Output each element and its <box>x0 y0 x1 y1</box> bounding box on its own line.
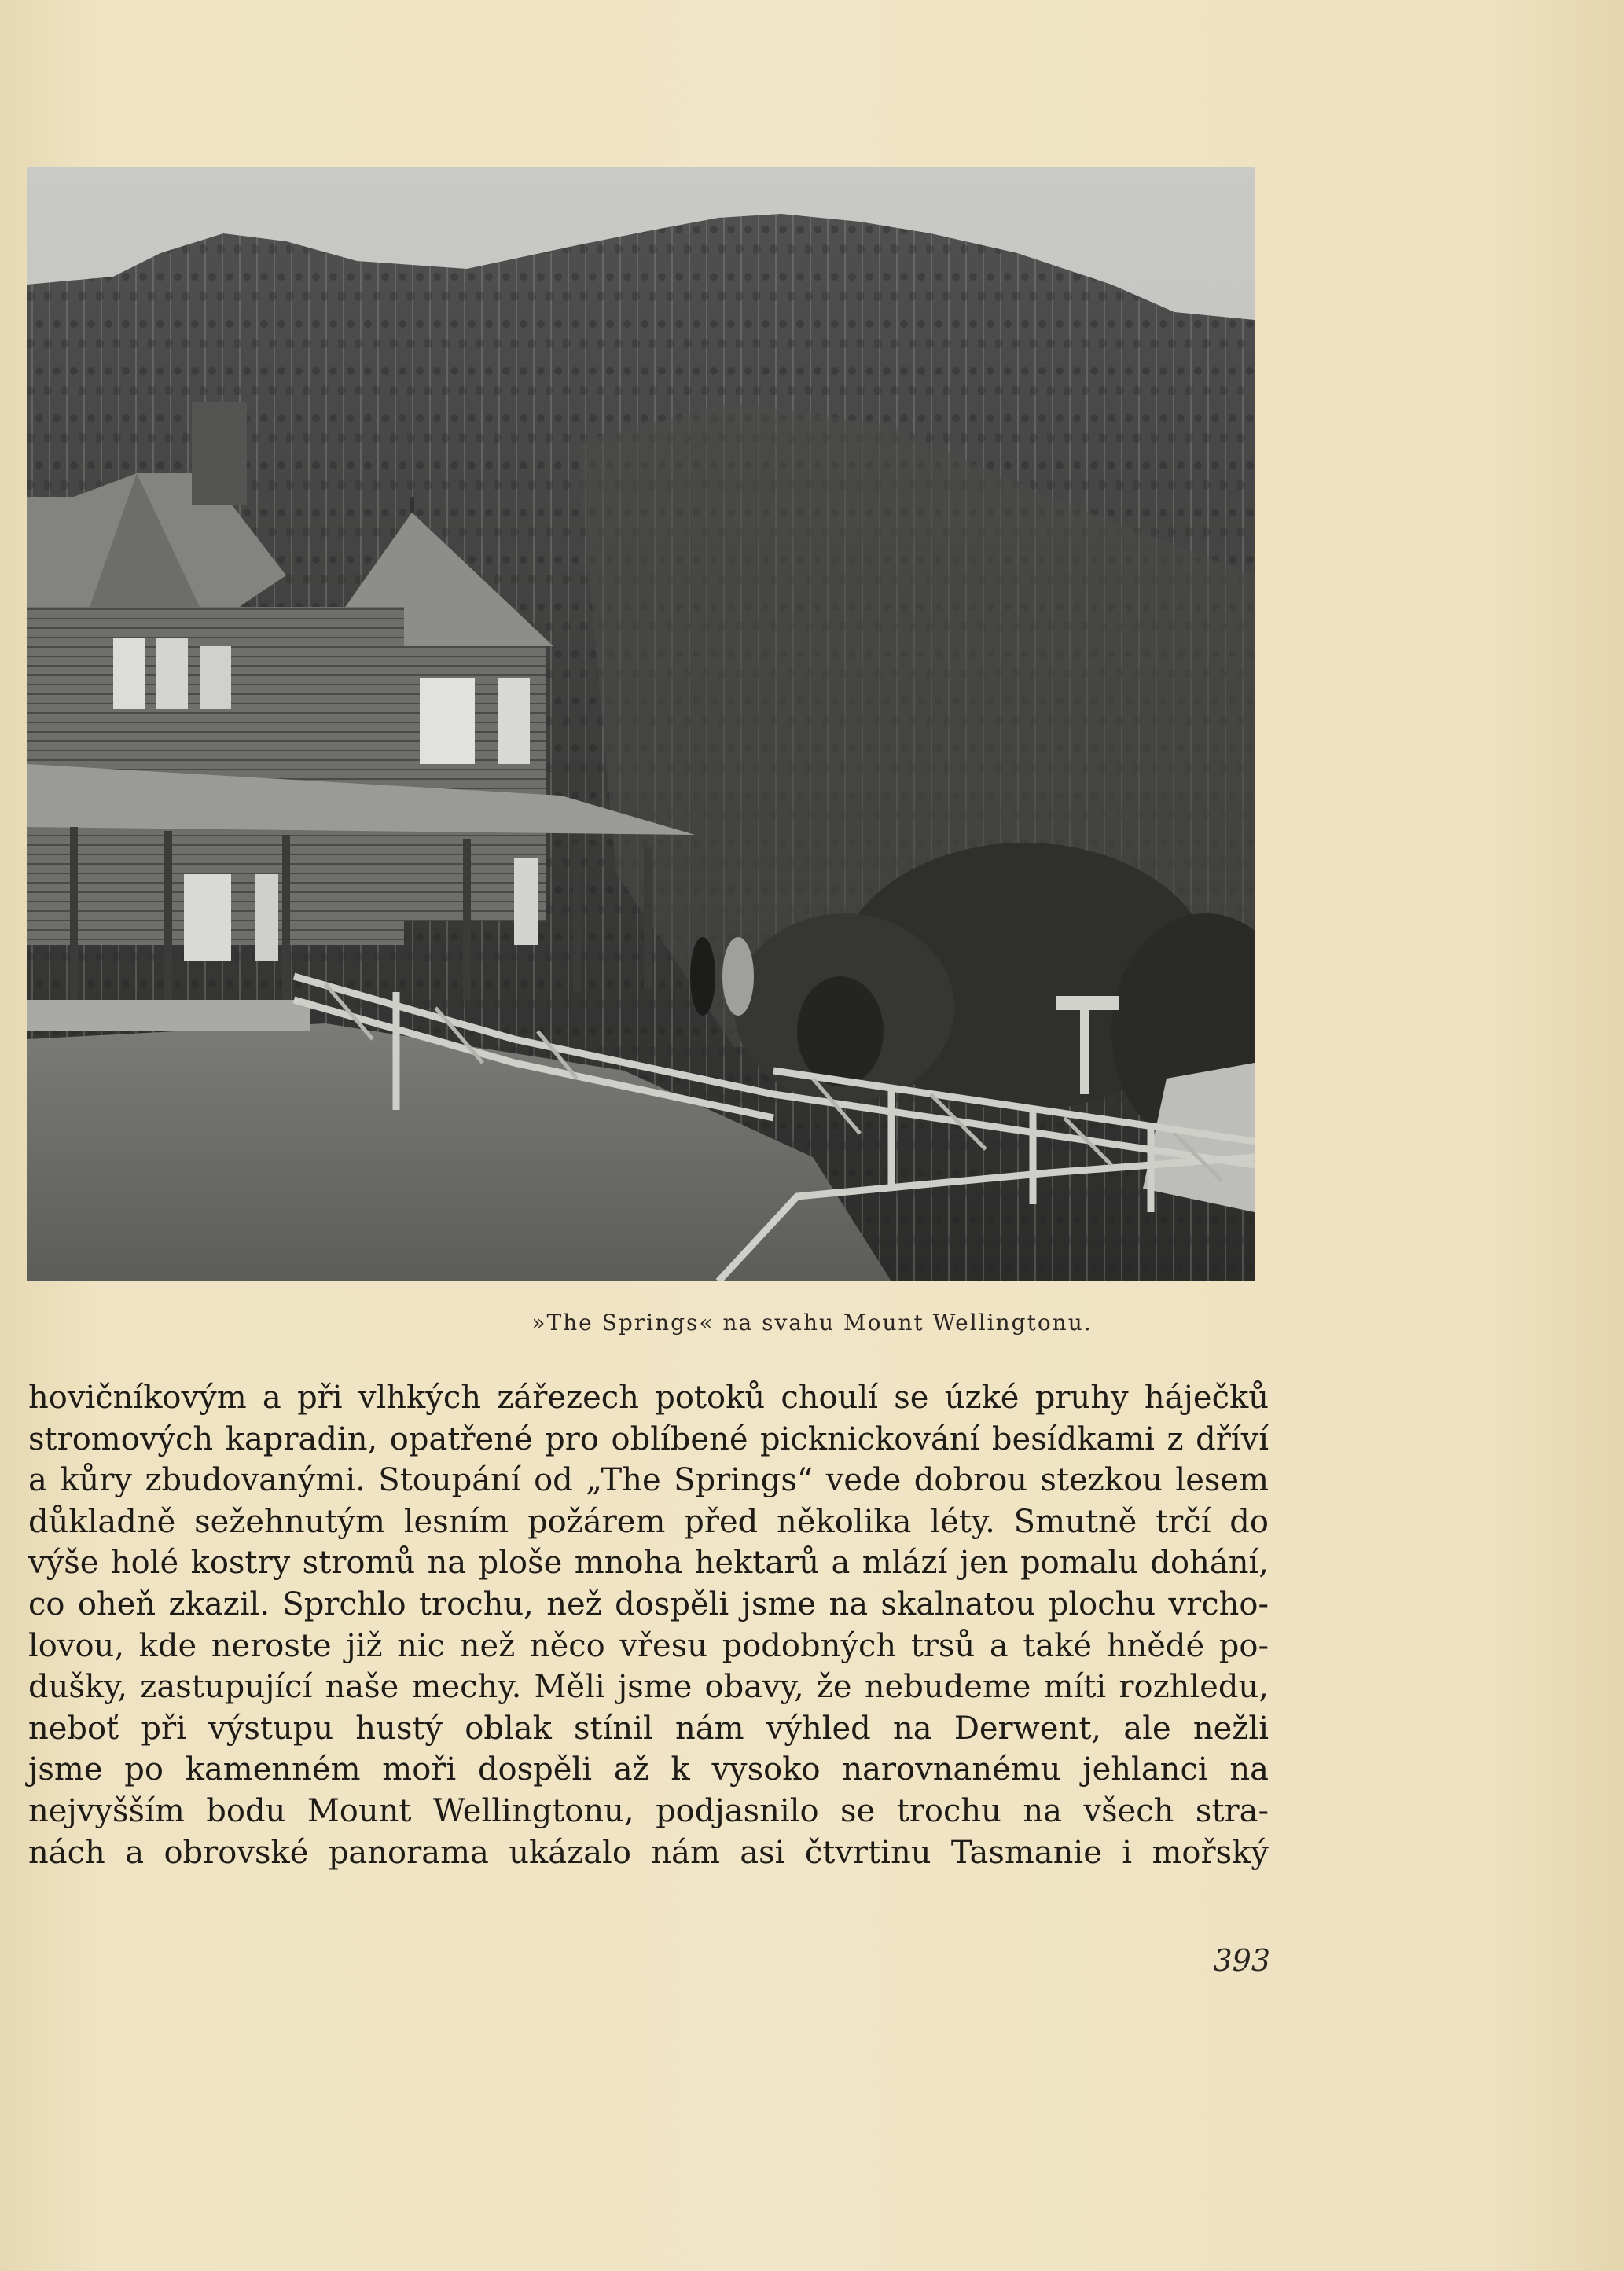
photograph-the-springs <box>27 167 1255 1281</box>
body-paragraph <box>28 1377 1269 1873</box>
page-number: 393 <box>1213 1943 1270 1978</box>
text-line: jsme po kamenném moři dospěli až k vysoko narovnanému jehlanci na <box>28 1751 1269 1788</box>
text-line: neboť při výstupu hustý oblak stínil nám výhled na Derwent, ale nežli <box>28 1710 1269 1747</box>
text-line: hovičníkovým a při vlhkých zářezech potoků choulí se úzké pruhy háječků <box>28 1380 1269 1416</box>
photo-illustration <box>27 167 1255 1281</box>
photo-caption: »The Springs« na svahu Mount Wellingtonu. <box>531 1310 1093 1336</box>
text-line: co oheň zkazil. Sprchlo trochu, než dospěli jsme na skalnatou plochu vrcho- <box>28 1586 1269 1622</box>
text-line: důkladně sežehnutým lesním požárem před několika léty. Smutně trčí do <box>28 1503 1269 1540</box>
text-line: lovou, kde neroste již nic než něco vřesu podobných trsů a také hnědé po- <box>28 1627 1269 1664</box>
text-line: nejvyšším bodu Mount Wellingtonu, podjasnilo se trochu na všech stra- <box>28 1792 1269 1829</box>
text-line: výše holé kostry stromů na ploše mnoha hektarů a mlází jen pomalu dohání, <box>28 1545 1269 1582</box>
text-line: a kůry zbudovanými. Stoupání od „The Springs“ vede dobrou stezkou lesem <box>28 1462 1269 1499</box>
text-line: nách a obrovské panorama ukázalo nám asi čtvrtinu Tasmanie i mořský <box>28 1834 1269 1871</box>
text-line: dušky, zastupující naše mechy. Měli jsme obavy, že nebudeme míti rozhledu, <box>28 1669 1269 1706</box>
text-line: stromových kapradin, opatřené pro oblíbené picknickování besídkami z dříví <box>28 1420 1269 1457</box>
